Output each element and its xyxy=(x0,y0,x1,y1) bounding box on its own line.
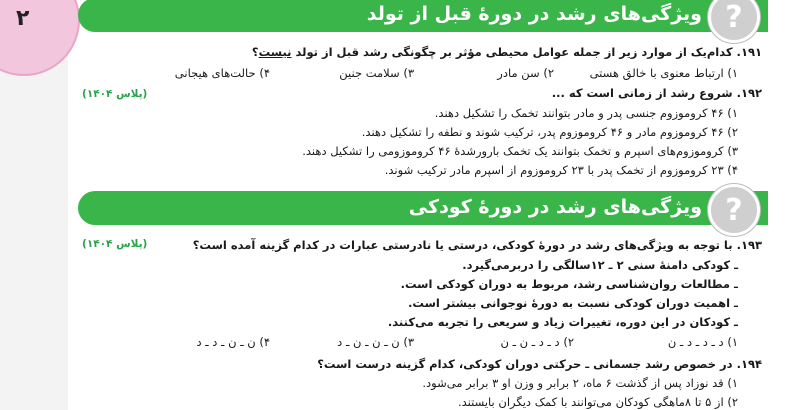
stem-end: ؟ xyxy=(251,45,259,59)
question-mark-icon: ? xyxy=(708,184,760,236)
page-number: ۲ xyxy=(16,6,30,31)
q192-option-1: ۱) ۴۶ کروموزوم جنسی پدر و مادر بتوانند تخمک را تشکیل دهند. xyxy=(434,106,738,120)
question-194-stem: ۱۹۴. در خصوص رشد جسمانی ـ حرکتی دوران کودکی، کدام گزینه درست است؟ xyxy=(317,357,762,371)
q193-statement-4: ـ کودکان در این دوره، تغییرات زیاد و سریعی را تجربه می‌کنند. xyxy=(387,315,738,329)
page-number-tab xyxy=(0,0,80,76)
q193-option-2: ۲) د ـ د ـ ن ـ ن xyxy=(500,335,574,349)
stem-underlined: نیست xyxy=(258,45,292,59)
stem-text: ۱۹۱. کدام‌یک از موارد زیر از جمله عوامل محیطی مؤثر بر چگونگی رشد قبل از تولد xyxy=(291,45,762,59)
section-title: ویژگی‌های رشد در دورهٔ کودکی xyxy=(408,196,702,218)
q191-option-4: ۴) حالت‌های هیجانی xyxy=(174,66,270,80)
section-title: ویژگی‌های رشد در دورهٔ قبل از تولد xyxy=(366,3,702,25)
q194-option-1: ۱) قد نوزاد پس از گذشت ۶ ماه، ۲ برابر و وزن او ۳ برابر می‌شود. xyxy=(422,376,738,390)
q192-option-4: ۴) ۲۳ کروموزوم از تخمک پدر با ۲۳ کروموزوم از اسپرم مادر ترکیب شوند. xyxy=(384,163,738,177)
plus-tag: (پلاس ۱۴۰۴) xyxy=(82,238,148,250)
q193-statement-2: ـ مطالعات روان‌شناسی رشد، مربوط به دوران کودکی است. xyxy=(400,277,738,291)
q194-option-2: ۲) از ۵ تا ۸ماهگی کودکان می‌توانند با کمک دیگران بایستند. xyxy=(457,395,738,409)
question-191-stem xyxy=(252,45,762,59)
q193-option-3: ۳) ن ـ ن ـ ن ـ د xyxy=(337,335,414,349)
q191-option-1: ۱) ارتباط معنوی با خالق هستی xyxy=(589,66,738,80)
section-banner-prenatal xyxy=(78,0,768,35)
q193-statement-3: ـ اهمیت دوران کودکی نسبت به دورهٔ نوجوانی بیشتر است. xyxy=(408,296,738,310)
q192-option-3: ۳) کروموزوم‌های اسپرم و تخمک بتوانند یک تخمک بارورشدهٔ ۴۶ کروموزومی را تشکیل دهند. xyxy=(302,144,738,158)
q191-option-2: ۲) سن مادر xyxy=(497,66,554,80)
plus-tag: (پلاس ۱۴۰۴) xyxy=(82,88,148,100)
section-banner-childhood xyxy=(78,191,768,228)
q193-option-4: ۴) ن ـ ن ـ د ـ د xyxy=(196,335,270,349)
question-mark-icon: ? xyxy=(708,0,760,43)
q192-option-2: ۲) ۴۶ کروموزوم مادر و ۴۶ کروموزوم پدر، ترکیب شوند و نطفه را تشکیل دهند. xyxy=(361,125,738,139)
q193-option-1: ۱) د ـ د ـ د ـ ن xyxy=(667,335,738,349)
question-193-stem: ۱۹۳. با توجه به ویژگی‌های رشد در دورهٔ کودکی، درستی یا نادرستی عبارات در کدام گزینه آمده است؟ xyxy=(192,238,762,252)
q191-option-3: ۳) سلامت جنین xyxy=(339,66,414,80)
question-192-stem: ۱۹۲. شروع رشد از زمانی است که ... xyxy=(551,86,762,100)
q193-statement-1: ـ کودکی دامنهٔ سنی ۲ ـ ۱۲سالگی را دربرمی‌گیرد. xyxy=(462,258,738,272)
